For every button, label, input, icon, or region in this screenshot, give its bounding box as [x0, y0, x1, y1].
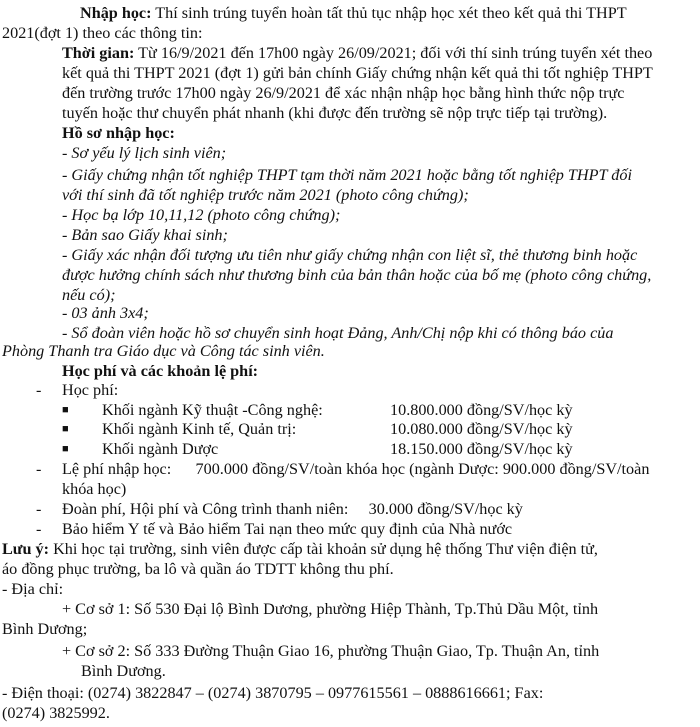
union-fee-text: Đoàn phí, Hội phí và Công trình thanh niên: 30.000 đồng/SV/học kỳ	[62, 500, 523, 518]
time-text-3: đến trường trước 17h00 ngày 26/9/2021 để xác nhận nhập học bằng hình thức nộp trực	[62, 84, 625, 102]
documents-line: - Học bạ lớp 10,11,12 (photo công chứng);	[62, 206, 341, 224]
tuition-item-name: Khối ngành Dược	[102, 440, 219, 458]
campus-2-line-2: Bình Dương.	[81, 662, 166, 680]
time-text-4: tuyến hoặc thư chuyển phát nhanh (khi được đến trường sẽ nộp trực tiếp tại trường).	[62, 104, 608, 122]
note-text-1: Khi học tại trường, sinh viên được cấp tài khoản sử dụng hệ thống Thư viện điện tử,	[53, 540, 598, 558]
tuition-item-value: 18.150.000 đồng/SV/học kỳ	[390, 440, 573, 458]
campus-2-line-1: + Cơ sở 2: Số 333 Đường Thuận Giao 16, phường Thuận Giao, Tp. Thuận An, tỉnh	[62, 642, 600, 660]
documents-line: Phòng Thanh tra Giáo dục và Công tác sinh viên.	[2, 342, 325, 360]
dash-marker: -	[36, 460, 42, 478]
enrollment-line-1	[80, 4, 627, 23]
documents-line: - Bản sao Giấy khai sinh;	[62, 226, 228, 244]
address-label: - Địa chỉ:	[2, 580, 64, 598]
enrollment-heading: Nhập học:	[80, 4, 152, 22]
note-label: Lưu ý:	[2, 540, 50, 558]
time-text-2: kết quả thi THPT 2021 (đợt 1) gửi bản chính Giấy chứng nhận kết quả thi tốt nghiệp THPT	[62, 64, 653, 82]
tuition-item-value: 10.800.000 đồng/SV/học kỳ	[390, 401, 573, 419]
documents-line: - 03 ảnh 3x4;	[62, 304, 149, 322]
documents-line: - Sơ yếu lý lịch sinh viên;	[62, 144, 227, 162]
documents-line: nếu có);	[62, 286, 116, 304]
documents-line: với thí sinh đã tốt nghiệp trước năm 2021 (photo công chứng);	[62, 186, 469, 204]
dash-marker: -	[36, 500, 42, 518]
square-bullet-icon: ■	[62, 423, 69, 435]
documents-line: - Giấy xác nhận đối tượng ưu tiên như giấy chứng nhận con liệt sĩ, thẻ thương binh hoặc	[62, 246, 638, 264]
campus-1-line-2: Bình Dương;	[2, 620, 88, 638]
enrollment-intro-1: Thí sinh trúng tuyển hoàn tất thủ tục nhập học xét theo kết quả thi THPT	[155, 4, 627, 22]
documents-heading: Hồ sơ nhập học:	[62, 124, 175, 142]
campus-1-line-1: + Cơ sở 1: Số 530 Đại lộ Bình Dương, phường Hiệp Thành, Tp.Thủ Dầu Một, tỉnh	[62, 600, 599, 618]
phone-line-1: - Điện thoại: (0274) 3822847 – (0274) 3870795 – 0977615561 – 0888616661; Fax:	[2, 684, 544, 702]
tuition-item-name: Khối ngành Kinh tế, Quản trị:	[102, 420, 297, 438]
square-bullet-icon: ■	[62, 404, 69, 416]
fees-heading: Học phí và các khoản lệ phí:	[62, 362, 259, 380]
note-line-1	[2, 540, 598, 559]
documents-line: được hưởng chính sách như thương binh của bản thân hoặc của bố mẹ (photo công chứng,	[62, 266, 652, 284]
time-line-1	[62, 44, 652, 63]
tuition-item-value: 10.080.000 đồng/SV/học kỳ	[390, 420, 573, 438]
time-label: Thời gian:	[62, 44, 135, 62]
time-text-1: Từ 16/9/2021 đến 17h00 ngày 26/09/2021; đối với thí sinh trúng tuyển xét theo	[138, 44, 653, 62]
square-bullet-icon: ■	[62, 443, 69, 455]
tuition-label: Học phí:	[62, 381, 119, 399]
dash-marker: -	[36, 381, 42, 399]
admission-fee-text: Lệ phí nhập học: 700.000 đồng/SV/toàn khóa học (ngành Dược: 900.000 đồng/SV/toàn	[62, 460, 650, 478]
tuition-item-name: Khối ngành Kỹ thuật -Công nghệ:	[102, 401, 323, 419]
insurance-text: Bảo hiểm Y tế và Bảo hiểm Tai nạn theo mức quy định của Nhà nước	[62, 520, 513, 538]
dash-marker: -	[36, 520, 42, 538]
documents-line: - Sổ đoàn viên hoặc hồ sơ chuyển sinh hoạt Đảng, Anh/Chị nộp khi có thông báo của	[62, 324, 614, 342]
admission-fee-text-2: khóa học)	[62, 480, 127, 498]
note-text-2: áo đồng phục trường, ba lô và quần áo TDTT không thu phí.	[2, 560, 394, 578]
enrollment-intro-2: 2021(đợt 1) theo các thông tin:	[2, 24, 203, 42]
phone-line-2: (0274) 3825992.	[2, 704, 110, 722]
documents-line: - Giấy chứng nhận tốt nghiệp THPT tạm thời năm 2021 hoặc bằng tốt nghiệp THPT đối	[62, 166, 632, 184]
